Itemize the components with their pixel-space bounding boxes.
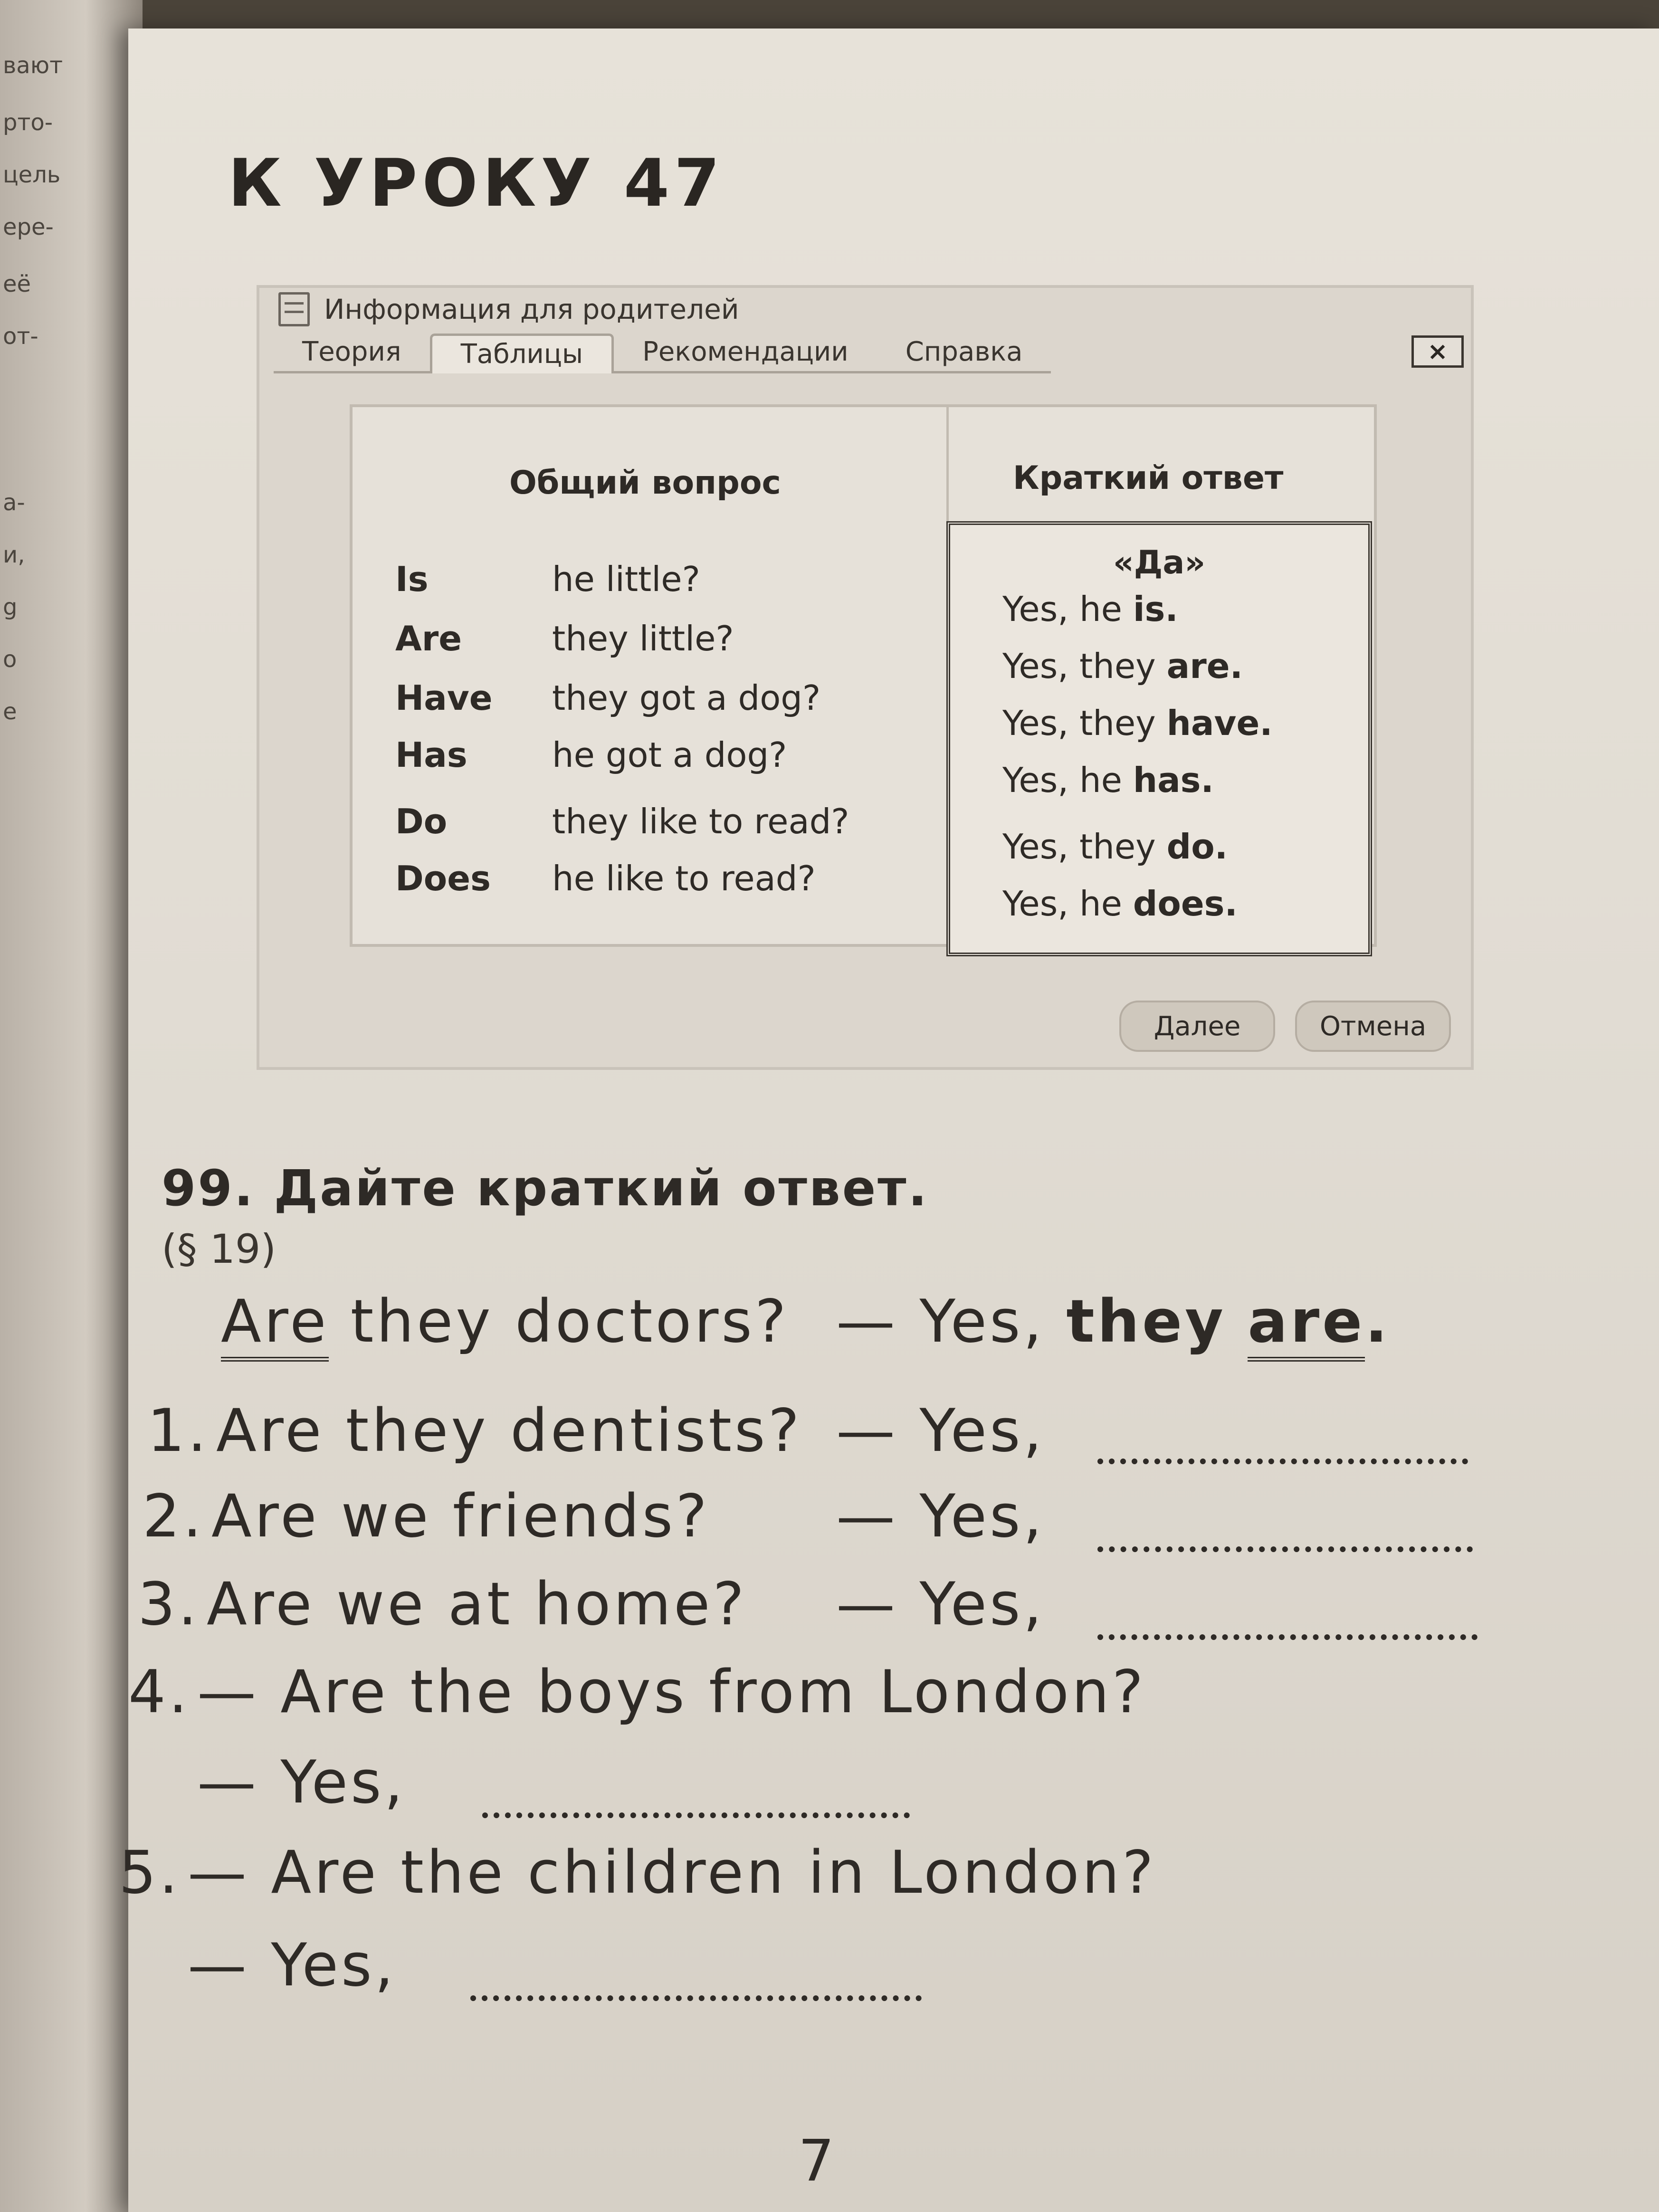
- spine-fragment: её: [3, 271, 31, 297]
- answer-prefix: Yes, he: [1002, 589, 1122, 629]
- tab-help[interactable]: Справка: [877, 334, 1051, 373]
- exercise-item-answer-start: — Yes,: [197, 1748, 406, 1817]
- exercise-item-number: 4.: [128, 1658, 191, 1726]
- question-row: [395, 619, 942, 661]
- spine-fragment: рто-: [3, 109, 53, 136]
- spine-fragment: цель: [3, 162, 61, 188]
- tab-bar: [259, 335, 1471, 373]
- exercise-item-question: Are we friends?: [211, 1482, 710, 1551]
- parent-info-window: [257, 285, 1474, 1070]
- question-rest: he like to read?: [552, 858, 816, 898]
- lesson-title: К УРОКУ 47: [228, 145, 725, 221]
- exercise-item-question: — Are the children in London?: [188, 1839, 1156, 1907]
- question-row: [395, 858, 942, 901]
- answer-row: [1002, 884, 1238, 924]
- answer-prefix: Yes, they: [1002, 703, 1156, 743]
- window-titlebar: [259, 288, 1471, 331]
- document-icon: [278, 292, 310, 326]
- question-row: [395, 678, 942, 721]
- answer-verb: are.: [1166, 646, 1243, 686]
- question-verb: Have: [395, 678, 493, 718]
- workbook-page: [119, 29, 1659, 2212]
- exercise-item-number: 1.: [147, 1397, 210, 1465]
- question-verb: Does: [395, 858, 491, 898]
- answer-blank[interactable]: [470, 1995, 922, 2001]
- exercise-item-question: Are they dentists?: [216, 1397, 802, 1465]
- exercise-item-answer-start: — Yes,: [836, 1397, 1045, 1465]
- tab-tables[interactable]: Таблицы: [430, 334, 614, 373]
- answer-verb: have.: [1166, 703, 1273, 743]
- exercise-item-number: 2.: [143, 1482, 205, 1551]
- question-row: [395, 801, 942, 844]
- spine-fragment: о: [3, 646, 17, 673]
- answer-blank[interactable]: [1097, 1634, 1478, 1640]
- spine-fragment: g: [3, 594, 18, 620]
- exercise-item-question: Are we at home?: [207, 1570, 747, 1639]
- answer-row: [1002, 827, 1228, 867]
- answer-blank[interactable]: [1097, 1546, 1473, 1552]
- answer-row: [1002, 589, 1178, 629]
- question-row: [395, 559, 942, 602]
- next-button[interactable]: Далее: [1119, 1001, 1275, 1052]
- question-row: [395, 735, 942, 778]
- spine-fragment: вают: [3, 52, 63, 79]
- answer-blank[interactable]: [482, 1812, 910, 1818]
- cancel-button[interactable]: Отмена: [1295, 1001, 1451, 1052]
- example-line: [221, 1287, 789, 1356]
- question-rest: they little?: [552, 619, 734, 658]
- question-rest: he little?: [552, 559, 700, 599]
- exercise-title: 99. Дайте краткий ответ.: [162, 1159, 929, 1217]
- answer-prefix: Yes, he: [1002, 884, 1122, 924]
- answer-verb: is.: [1133, 589, 1178, 629]
- example-answer-end: .: [1365, 1287, 1391, 1356]
- answer-prefix: Yes, they: [1002, 646, 1156, 686]
- spine-fragment: е: [3, 698, 17, 725]
- grammar-table: [350, 404, 1377, 947]
- spine-fragment: от-: [3, 323, 38, 350]
- example-answer-verb: are: [1248, 1287, 1365, 1362]
- question-verb: Do: [395, 801, 448, 841]
- example-answer-subject: they: [1066, 1287, 1226, 1356]
- answer-header: Краткий ответ: [1013, 459, 1284, 497]
- example-dash-yes: — Yes,: [836, 1287, 1045, 1356]
- answer-blank[interactable]: [1097, 1459, 1468, 1464]
- exercise-item-question: — Are the boys from London?: [197, 1658, 1146, 1726]
- question-verb: Are: [395, 619, 462, 658]
- question-verb: Is: [395, 559, 429, 599]
- example-question-rest: they doctors?: [329, 1287, 789, 1356]
- exercise-item-answer-start: — Yes,: [188, 1931, 396, 2000]
- question-rest: they like to read?: [552, 801, 849, 841]
- exercise-item-number: 5.: [119, 1839, 181, 1907]
- example-answer: [836, 1287, 1390, 1356]
- answer-verb: do.: [1166, 827, 1228, 867]
- tab-recommendations[interactable]: Рекомендации: [614, 334, 877, 373]
- exercise-reference: (§ 19): [162, 1226, 276, 1272]
- window-title: Информация для родителей: [324, 293, 739, 325]
- exercise-item-answer-start: — Yes,: [836, 1570, 1045, 1639]
- question-header: Общий вопрос: [509, 464, 781, 502]
- example-question-verb: Are: [221, 1287, 329, 1362]
- close-button[interactable]: ×: [1411, 335, 1464, 368]
- answer-prefix: Yes, they: [1002, 827, 1156, 867]
- answer-row: [1002, 646, 1243, 686]
- question-verb: Has: [395, 735, 467, 775]
- spine-fragment: а-: [3, 489, 25, 516]
- answer-prefix: Yes, he: [1002, 760, 1122, 800]
- question-rest: he got a dog?: [552, 735, 787, 775]
- answer-verb: has.: [1133, 760, 1214, 800]
- answer-row: [1002, 703, 1273, 743]
- spine-fragment: ере-: [3, 214, 54, 240]
- yes-header: «Да»: [1113, 544, 1206, 582]
- exercise-item-number: 3.: [138, 1570, 200, 1639]
- answer-verb: does.: [1133, 884, 1238, 924]
- tab-theory[interactable]: Теория: [274, 334, 430, 373]
- exercise-item-answer-start: — Yes,: [836, 1482, 1045, 1551]
- page-number: 7: [798, 2128, 835, 2194]
- question-rest: they got a dog?: [552, 678, 821, 718]
- short-answer-box: [946, 521, 1372, 956]
- spine-fragment: и,: [3, 542, 25, 568]
- answer-row: [1002, 760, 1214, 800]
